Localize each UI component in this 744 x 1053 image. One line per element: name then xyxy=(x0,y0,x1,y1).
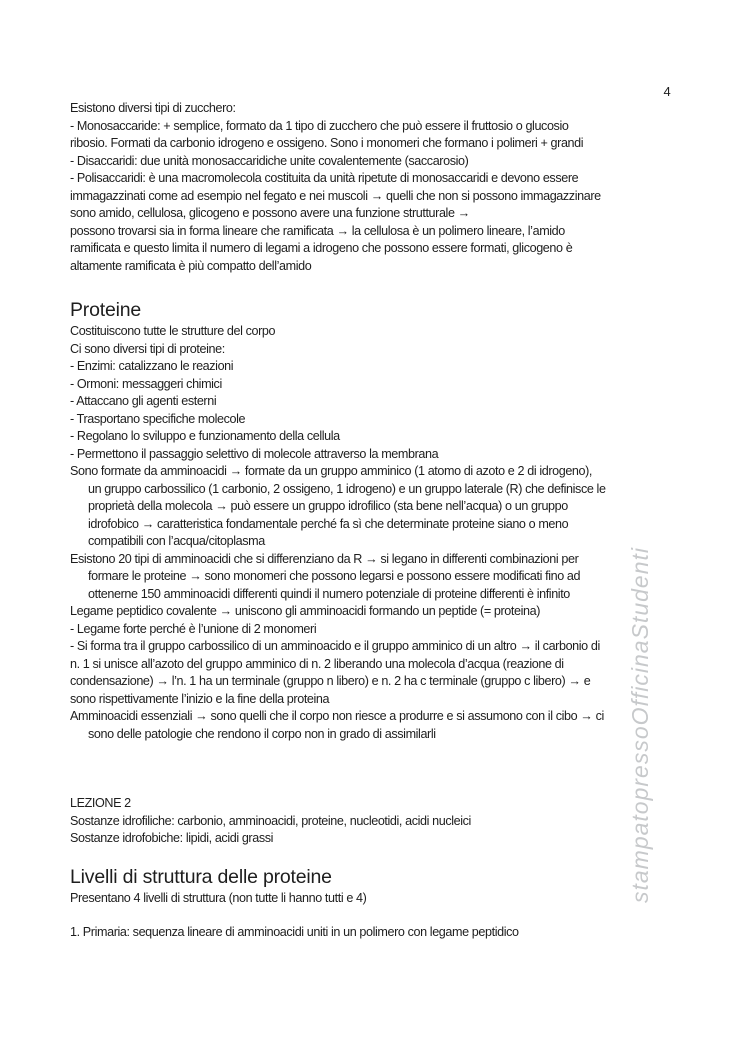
section-heading: Proteine xyxy=(70,299,142,321)
text-line: ramificata e questo limita il numero di legami a idrogeno che possono essere formati, glicogeno è xyxy=(70,241,573,255)
section-heading: Livelli di struttura delle proteine xyxy=(70,865,332,888)
page-number: 4 xyxy=(663,84,671,99)
text-line: Costituiscono tutte le strutture del corpo xyxy=(70,324,276,338)
text-line: idrofobico → caratteristica fondamentale perché fa sì che determinate proteine siano o meno xyxy=(88,516,569,531)
text-line: possono trovarsi sia in forma lineare che ramificata → la cellulosa è un polimero lineare, l’amido xyxy=(70,223,565,238)
text-line: condensazione) → l’n. 1 ha un terminale (gruppo n libero) e n. 2 ha c terminale (gruppo c libero) → e xyxy=(70,674,591,688)
text-line: - Trasportano specifiche molecole xyxy=(70,411,246,426)
spacer xyxy=(70,743,670,795)
text-line: Sostanze idrofiliche: carbonio, amminoacidi, proteine, nucleotidi, acidi nucleici xyxy=(70,813,471,828)
text-line: n. 1 si unisce all’azoto del gruppo amminico di n. 2 liberando una molecola d’acqua (reazione di xyxy=(70,656,564,671)
text-line: 1. Primaria: sequenza lineare di amminoacidi uniti in un polimero con legame peptidico xyxy=(70,925,519,939)
text-line: LEZIONE 2 xyxy=(70,796,131,810)
text-line: ribosio. Formati da carbonio idrogeno e ossigeno. Sono i monomeri che formano i polimeri + grandi xyxy=(70,136,584,150)
text-line: Sono formate da amminoacidi → formate da un gruppo amminico (1 atomo di azoto e 2 di idrogeno), xyxy=(70,464,593,478)
document-body xyxy=(70,100,670,942)
text-line: altamente ramificata è più compatto dell’amido xyxy=(70,258,312,273)
text-line: - Ormoni: messaggeri chimici xyxy=(70,376,222,391)
spacer xyxy=(70,275,670,297)
text-line: immagazzinati come ad esempio nel fegato e nei muscoli → quelli che non si possono immagazzinare xyxy=(70,188,601,203)
text-line: compatibili con l’acqua/citoplasma xyxy=(88,534,265,548)
text-line: sono amido, cellulosa, glicogeno e possono avere una funzione strutturale → xyxy=(70,206,470,220)
text-line: - Permettono il passaggio selettivo di molecole attraverso la membrana xyxy=(70,446,439,461)
text-line: - Si forma tra il gruppo carbossilico di un amminoacido e il gruppo amminico di un altro → il carbonio di xyxy=(70,639,600,653)
spacer xyxy=(70,848,670,864)
text-line: - Monosaccaride: + semplice, formato da 1 tipo di zucchero che può essere il fruttosio o glucosio xyxy=(70,118,569,133)
text-line: - Polisaccaridi: è una macromolecola costituita da unità ripetute di monosaccaridi e devono essere xyxy=(70,171,579,185)
text-line: Esistono diversi tipi di zucchero: xyxy=(70,101,236,115)
text-line: - Regolano lo sviluppo e funzionamento della cellula xyxy=(70,429,340,443)
text-line: ottenerne 150 amminoacidi differenti quindi il numero potenziale di proteine differenti è infinito xyxy=(88,586,570,601)
text-line: un gruppo carbossilico (1 carbonio, 2 ossigeno, 1 idrogeno) e un gruppo laterale (R) che definisce le xyxy=(88,481,606,496)
text-line: sono delle patologie che rendono il corpo non in grado di assimilarli xyxy=(88,726,436,741)
spacer xyxy=(70,907,670,924)
text-line: Esistono 20 tipi di amminoacidi che si differenziano da R → si legano in differenti combinazioni per xyxy=(70,551,579,566)
text-line: Ci sono diversi tipi di proteine: xyxy=(70,341,225,356)
watermark: stampatopressoOfficinaStudenti xyxy=(627,547,653,904)
text-line: proprietà della molecola → può essere un gruppo idrofilico (sta bene nell’acqua) o un gruppo xyxy=(88,499,568,513)
text-line: - Disaccaridi: due unità monosaccaridiche unite covalentemente (saccarosio) xyxy=(70,153,469,168)
text-line: - Attaccano gli agenti esterni xyxy=(70,394,217,408)
text-line: Sostanze idrofobiche: lipidi, acidi grassi xyxy=(70,831,274,845)
text-line: Presentano 4 livelli di struttura (non tutte li hanno tutti e 4) xyxy=(70,890,367,905)
text-line: sono rispettivamente l’inizio e la fine della proteina xyxy=(70,691,330,706)
text-line: - Enzimi: catalizzano le reazioni xyxy=(70,359,234,373)
text-line: Amminoacidi essenziali → sono quelli che il corpo non riesce a produrre e si assumono con il cibo → ci xyxy=(70,709,604,723)
text-line: - Legame forte perché è l’unione di 2 monomeri xyxy=(70,621,317,636)
text-line: formare le proteine → sono monomeri che possono legarsi e possono essere modificati fino ad xyxy=(88,569,581,583)
text-line: Legame peptidico covalente → uniscono gli amminoacidi formando un peptide (= proteina) xyxy=(70,604,541,618)
